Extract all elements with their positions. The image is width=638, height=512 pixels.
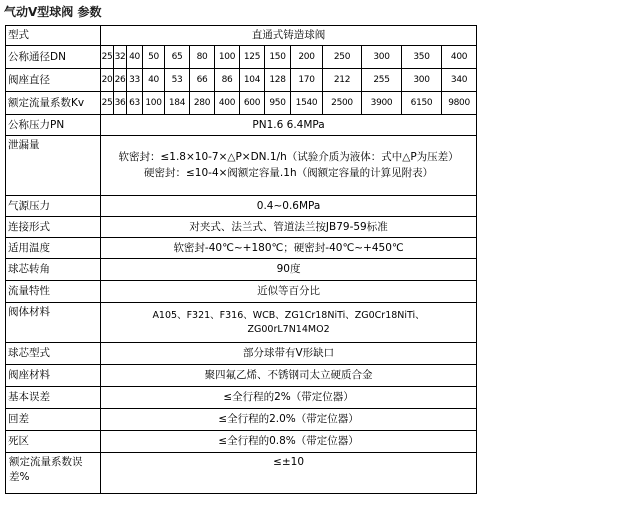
row-label: 基本误差 (6, 387, 101, 409)
row-label: 死区 (6, 431, 101, 453)
kv-cell: 1540 (291, 92, 323, 115)
kverr-value: ≤±10 (101, 453, 477, 494)
dn-cell: 100 (215, 46, 240, 69)
kv-cell: 400 (215, 92, 240, 115)
row-label: 额定流量系数误差% (6, 453, 101, 494)
table-row (6, 409, 477, 431)
table-row (6, 281, 477, 303)
table-row (6, 217, 477, 238)
dn-cell: 25 (101, 46, 114, 69)
row-label: 额定流量系数Kv (6, 92, 101, 115)
table-row (6, 196, 477, 217)
dn-cell: 300 (362, 46, 402, 69)
seat-cell: 340 (442, 69, 477, 92)
pn-value: PN1.6 6.4MPa (101, 115, 477, 136)
table-row (6, 238, 477, 259)
body-material-line: A105、F321、F316、WCB、ZG1Cr18NiTi、ZG0Cr18NiTi、 (152, 309, 425, 321)
row-label: 流量特性 (6, 281, 101, 303)
rot-value: 90度 (101, 259, 477, 281)
seatmat-value: 聚四氟乙烯、不锈钢司太立硬质合金 (101, 365, 477, 387)
body-value (101, 303, 477, 343)
seat-cell: 212 (323, 69, 362, 92)
row-label: 公称通径DN (6, 46, 101, 69)
seat-cell: 66 (190, 69, 215, 92)
table-row (6, 453, 477, 494)
dn-cell: 350 (402, 46, 442, 69)
row-label: 阀座材料 (6, 365, 101, 387)
row-label: 公称压力PN (6, 115, 101, 136)
dn-cell: 80 (190, 46, 215, 69)
seat-cell: 86 (215, 69, 240, 92)
dn-cell: 125 (240, 46, 265, 69)
seat-cell: 255 (362, 69, 402, 92)
kv-cell: 600 (240, 92, 265, 115)
kv-cell: 950 (265, 92, 291, 115)
body-material-line: ZG00rL7N14MO2 (247, 323, 330, 335)
table-row (6, 136, 477, 196)
row-label: 适用温度 (6, 238, 101, 259)
kv-cell: 6150 (402, 92, 442, 115)
row-label: 泄漏量 (6, 136, 101, 196)
seat-cell: 170 (291, 69, 323, 92)
table-row (6, 115, 477, 136)
row-label: 球芯型式 (6, 343, 101, 365)
air-value: 0.4~0.6MPa (101, 196, 477, 217)
table-row (6, 303, 477, 343)
type-value: 直通式铸造球阀 (101, 26, 477, 46)
dn-cell: 150 (265, 46, 291, 69)
table-row (6, 69, 477, 92)
seat-cell: 26 (114, 69, 127, 92)
leak-soft-text: 软密封：≤1.8×10-7×△P×DN.1/h（试验介质为液体：式中△P为压差） (118, 151, 459, 164)
page-title: 气动V型球阀 参数 (4, 5, 102, 19)
row-label: 阀座直径 (6, 69, 101, 92)
table-row (6, 46, 477, 69)
flow-value: 近似等百分比 (101, 281, 477, 303)
seat-cell: 33 (127, 69, 143, 92)
kv-cell: 280 (190, 92, 215, 115)
row-label: 气源压力 (6, 196, 101, 217)
leak-hard-text: 硬密封：≤10-4×阀额定容量.1h（阀额定容量的计算见附表） (144, 166, 434, 179)
row-label: 连接形式 (6, 217, 101, 238)
core-value: 部分球带有V形缺口 (101, 343, 477, 365)
table-row (6, 343, 477, 365)
row-label: 回差 (6, 409, 101, 431)
hyst-value: ≤全行程的2.0%（带定位器） (101, 409, 477, 431)
temp-value: 软密封-40℃~+180℃；硬密封-40℃~+450℃ (101, 238, 477, 259)
dn-cell: 200 (291, 46, 323, 69)
seat-cell: 53 (165, 69, 190, 92)
seat-cell: 300 (402, 69, 442, 92)
kv-cell: 9800 (442, 92, 477, 115)
kv-cell: 100 (143, 92, 165, 115)
table-row (6, 365, 477, 387)
kv-cell: 2500 (323, 92, 362, 115)
seat-cell: 104 (240, 69, 265, 92)
dn-cell: 65 (165, 46, 190, 69)
err-value: ≤全行程的2%（带定位器） (101, 387, 477, 409)
table-row (6, 259, 477, 281)
row-label: 阀体材料 (6, 303, 101, 343)
seat-cell: 40 (143, 69, 165, 92)
leak-value (101, 136, 477, 196)
table-row (6, 26, 477, 46)
kv-cell: 36 (114, 92, 127, 115)
dn-cell: 32 (114, 46, 127, 69)
seat-cell: 20 (101, 69, 114, 92)
seat-cell: 128 (265, 69, 291, 92)
spec-table (5, 25, 477, 494)
dn-cell: 50 (143, 46, 165, 69)
dead-value: ≤全行程的0.8%（带定位器） (101, 431, 477, 453)
table-row (6, 387, 477, 409)
table-row (6, 92, 477, 115)
dn-cell: 400 (442, 46, 477, 69)
dn-cell: 40 (127, 46, 143, 69)
kv-cell: 3900 (362, 92, 402, 115)
dn-cell: 250 (323, 46, 362, 69)
table-row (6, 431, 477, 453)
conn-value: 对夹式、法兰式、管道法兰按JB79-59标准 (101, 217, 477, 238)
kv-cell: 25 (101, 92, 114, 115)
kv-cell: 63 (127, 92, 143, 115)
kv-cell: 184 (165, 92, 190, 115)
row-label: 球芯转角 (6, 259, 101, 281)
row-label: 型式 (6, 26, 101, 46)
